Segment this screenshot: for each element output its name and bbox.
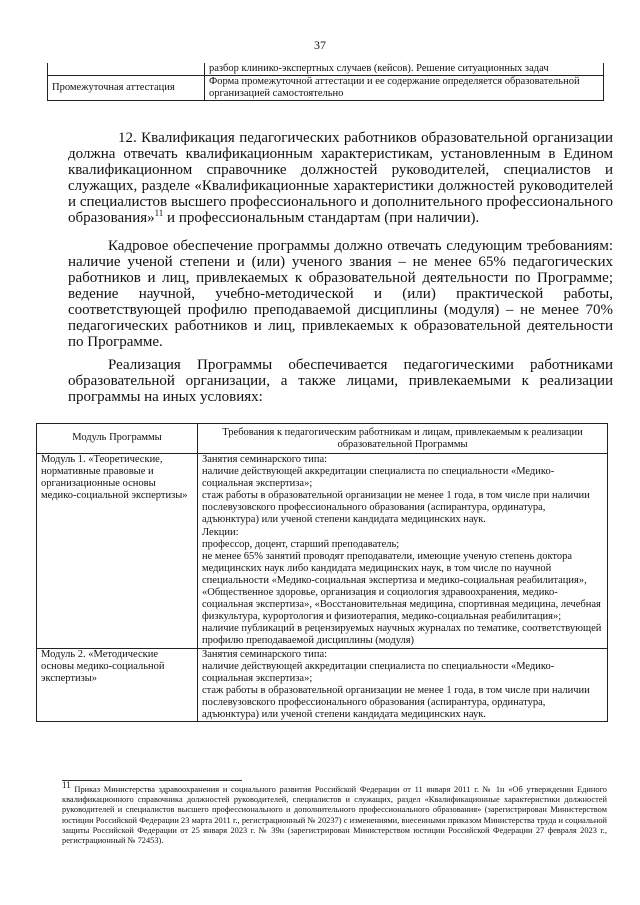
paragraph-staffing [68, 238, 613, 350]
table-cell-continued-text: разбор клинико-экспертных случаев (кейсов). Решение ситуационных задач [205, 63, 604, 76]
footnote-number: 11 [62, 780, 71, 791]
footnote-reference: 11 [154, 208, 164, 218]
requirements-table [36, 423, 608, 722]
footnote-divider [62, 780, 242, 781]
requirement-line: профессор, доцент, старший преподаватель; [202, 538, 400, 550]
paragraph-staffing-text: Кадровое обеспечение программы должно отвечать следующим требованиям: наличие ученой степени и (или) ученого звания – не менее 65% педагогических работников и лиц, привлекаемых к образовательной деятельности по Программе; ведение научной, учебно-методической и (или) практической работы, соответствующей профилю преподаваемой дисциплины (модуля) – не менее 70% педагогических работников и лиц, привлекаемых к образовательной деятельности по Программе. [68, 238, 613, 350]
requirement-line: наличие действующей аккредитации специалиста по специальности «Медико-социальная экспертиза»; [202, 660, 555, 684]
requirement-line: стаж работы в образовательной организации не менее 1 года, в том числе при наличии послевузовского профессионального образования (аспирантура, ординатура, адъюнктура) или ученой степени кандидата медицинских наук. [202, 490, 590, 526]
requirement-line: Занятия семинарского типа: [202, 648, 328, 660]
module-1-name: Модуль 1. «Теоретические, нормативные правовые и организационные основы медико-социальной экспертизы» [37, 454, 198, 649]
requirement-line: наличие публикаций в рецензируемых научных журналах по тематике, соответствующей профилю преподаваемой дисциплины (модуля) [202, 623, 602, 647]
requirement-line: Занятия семинарского типа: [202, 454, 328, 465]
paragraph-qualification-text-end: и профессиональным стандартам (при наличии). [163, 210, 480, 226]
paragraph-implementation-text: Реализация Программы обеспечивается педагогическими работниками образовательной организации, а также лицами, привлекаемыми к реализации программы на иных условиях: [68, 357, 613, 405]
module-2-name: Модуль 2. «Методические основы медико-социальной экспертизы» [37, 648, 198, 722]
table-cell-empty [48, 63, 205, 76]
header-requirements: Требования к педагогическим работникам и лицам, привлекаемым к реализации образовательной Программы [198, 424, 608, 454]
table-cell-intermediate-assessment-label: Промежуточная аттестация [48, 76, 205, 101]
footnote [62, 780, 607, 846]
assessment-table [47, 63, 604, 101]
requirement-line: наличие действующей аккредитации специалиста по специальности «Медико-социальная экспертиза»; [202, 466, 555, 490]
paragraph-implementation [68, 357, 613, 405]
table-header-row [37, 424, 608, 454]
table-row [37, 454, 608, 649]
requirement-line: стаж работы в образовательной организации не менее 1 года, в том числе при наличии послевузовского профессионального образования (аспирантура, ординатура, адъюнктура) или ученой степени кандидата медицинских наук. [202, 684, 590, 720]
requirement-line: Лекции: [202, 526, 239, 538]
table-cell-intermediate-assessment-text: Форма промежуточной аттестации и ее содержание определяется образовательной организацией самостоятельно [205, 76, 604, 101]
paragraph-qualification [68, 130, 613, 226]
requirement-line: не менее 65% занятий проводят преподаватели, имеющие ученую степень доктора медицинских наук либо кандидата медицинских наук, в том числе по научной специальности «Медико-социальная экспертиза и медико-социальная реабилитация», «Общественное здоровье, организация и социология здравоохранения, медико-социальная экспертиза», «Восстановительная медицина, спортивная медицина, лечебная физкультура, курортология и физиотерапия, медико-социальная реабилитация»; [202, 550, 601, 623]
table-row [37, 648, 608, 722]
header-module: Модуль Программы [37, 424, 198, 454]
page-number: 37 [314, 38, 326, 52]
paragraph-qualification-text: 12. Квалификация педагогических работников образовательной организации должна отвечать квалификационным характеристикам, установленным в Едином квалификационном справочнике должностей руководителей, специалистов и служащих, разделе «Квалификационные характеристики должностей руководителей и специалистов высшего профессионального и дополнительного профессионального образования» [68, 130, 613, 226]
footnote-text: Приказ Министерства здравоохранения и социального развития Российской Федерации от 11 января 2011 г. № 1н «Об утверждении Единого квалификационного справочника должностей руководителей, специалистов и служащих, раздел «Квалификационные характеристики должностей руководителей и специалистов высшего профессионального и дополнительного профессионального образования» (зарегистрирован Министерством юстиции Российской Федерации 23 марта 2011 г., регистрационный № 20237) с изменениями, внесенными приказом Министерства труда и социальной защиты Российской Федерации от 25 января 2023 г. № 39н (зарегистрирован Министерством юстиции Российской Федерации 27 февраля 2023 г., регистрационный № 72453). [62, 785, 607, 846]
module-2-requirements [198, 648, 608, 722]
module-1-requirements [198, 454, 608, 649]
